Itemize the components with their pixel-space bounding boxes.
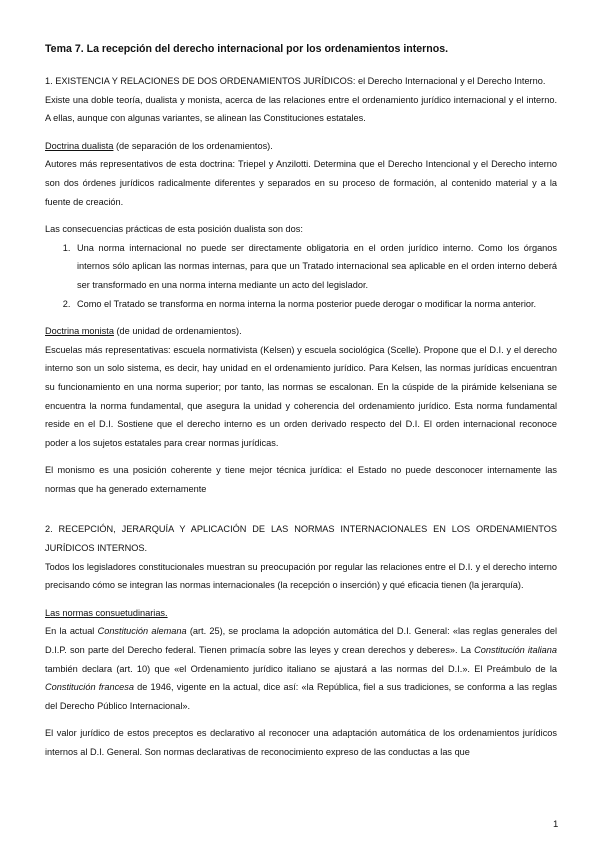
const-italiana: Constitución italiana bbox=[474, 645, 557, 656]
section1-intro: Existe una doble teoría, dualista y monista, acerca de las relaciones entre el ordenamiento jurídico internacional y el interno. A ellas, aunque con algunas variantes, se alinean las Constituciones estatales. bbox=[45, 94, 557, 124]
monismo-text: El monismo es una posición coherente y tiene mejor técnica jurídica: el Estado no puede desconocer internamente las normas que ha generado externamente bbox=[45, 465, 557, 494]
consecuencias-list bbox=[45, 239, 557, 313]
document-content bbox=[45, 42, 557, 762]
list-item: 1. Una norma internacional no puede ser directamente obligatoria en el orden jurídico interno. Como los órganos internos sólo aplican las normas internas, para que un Tratado internacional sea aplicable en el orden interno deberá ser transformado en una norma interna mediante un acto del legislador. bbox=[73, 239, 557, 295]
monista-heading bbox=[45, 322, 557, 341]
dualista-label: Doctrina dualista bbox=[45, 140, 114, 151]
monista-label: Doctrina monista bbox=[45, 326, 114, 337]
text-run: también declara (art. 10) que «el Ordenamiento jurídico italiano se ajustará a las normas del D.I.». El Preámbulo de la bbox=[45, 663, 557, 674]
section2-intro: Todos los legisladores constitucionales muestran su preocupación por regular las relaciones entre el D.I. y el derecho interno precisando cómo se integran las normas internacionales (la recepción o inserción) y qué eficacia tienen (la jerarquía). bbox=[45, 561, 557, 591]
page-number: 1 bbox=[553, 819, 559, 830]
dualista-suffix: (de separación de los ordenamientos). bbox=[113, 140, 273, 151]
text-run: (art. 25), se proclama la adopción automática del D.I. General: «las reglas generales del D.I.P. son parte del Derecho federal. Tienen primacía sobre las leyes y crean derechos y deberes». La bbox=[45, 626, 558, 656]
consecuencias-text: Las consecuencias prácticas de esta posición dualista son dos: bbox=[45, 224, 303, 235]
text-run: de 1946, vigente en la actual, dice así: «la República, fiel a sus tradiciones, se conforma a las reglas del Derecho Público Internacional». bbox=[45, 682, 557, 711]
list-item: 2. Como el Tratado se transforma en norma interna la norma posterior puede derogar o modificar la norma anterior. bbox=[73, 295, 557, 314]
document-title: Tema 7. La recepción del derecho internacional por los ordenamientos internos. bbox=[45, 43, 449, 55]
monista-text: Escuelas más representativas: escuela normativista (Kelsen) y escuela sociológica (Scelle). Propone que el D.I. y el derecho interno son un solo sistema, es decir, hay unidad en el ordenamiento jurídico. Para Kelsen, las normas jurídicas encuentran su funcionamiento en una norma superior; por tanto, las normas se escalonan. En la cúspide de la pirámide kelseniana se encuentra la norma fundamental, que asegura la unidad y coherencia del ordenamiento jurídico. Esta norma fundamental reside en el D.I. Sostiene que el derecho interno es un orden derivado respecto del D.I. El orden internacional reconoce poder a los sujetos estatales para crear normas jurídicas. bbox=[45, 344, 557, 448]
const-francesa: Constitución francesa bbox=[45, 682, 134, 693]
const-alemana: Constitución alemana bbox=[97, 626, 187, 637]
valor-juridico-text: El valor jurídico de estos preceptos es declarativo al reconocer una adaptación automática de los ordenamientos jurídicos internos al D.I. General. Son normas declarativas de reconocimiento expreso de las conductas a las que bbox=[45, 728, 557, 757]
monista-suffix: (de unidad de ordenamientos). bbox=[113, 326, 242, 337]
constituciones-paragraph bbox=[45, 622, 557, 715]
dualista-text: Autores más representativos de esta doctrina: Triepel y Anzilotti. Determina que el Derecho Intencional y el Derecho interno son dos órdenes jurídicos radicalmente diferentes y separados en su proceso de formación, al contenido material y a la fuente de creación. bbox=[45, 159, 557, 207]
text-run: En la actual bbox=[45, 626, 98, 637]
consuetudinarias-heading: Las normas consuetudinarias. bbox=[45, 607, 168, 618]
section2-heading: 2. RECEPCIÓN, JERARQUÍA Y APLICACIÓN DE LAS NORMAS INTERNACIONALES EN LOS ORDENAMIENTOS JURÍDICOS INTERNOS. bbox=[45, 524, 557, 554]
dualista-heading bbox=[45, 137, 557, 156]
section1-heading: 1. EXISTENCIA Y RELACIONES DE DOS ORDENAMIENTOS JURÍDICOS: el Derecho Internacional y el Derecho Interno. bbox=[45, 76, 546, 86]
